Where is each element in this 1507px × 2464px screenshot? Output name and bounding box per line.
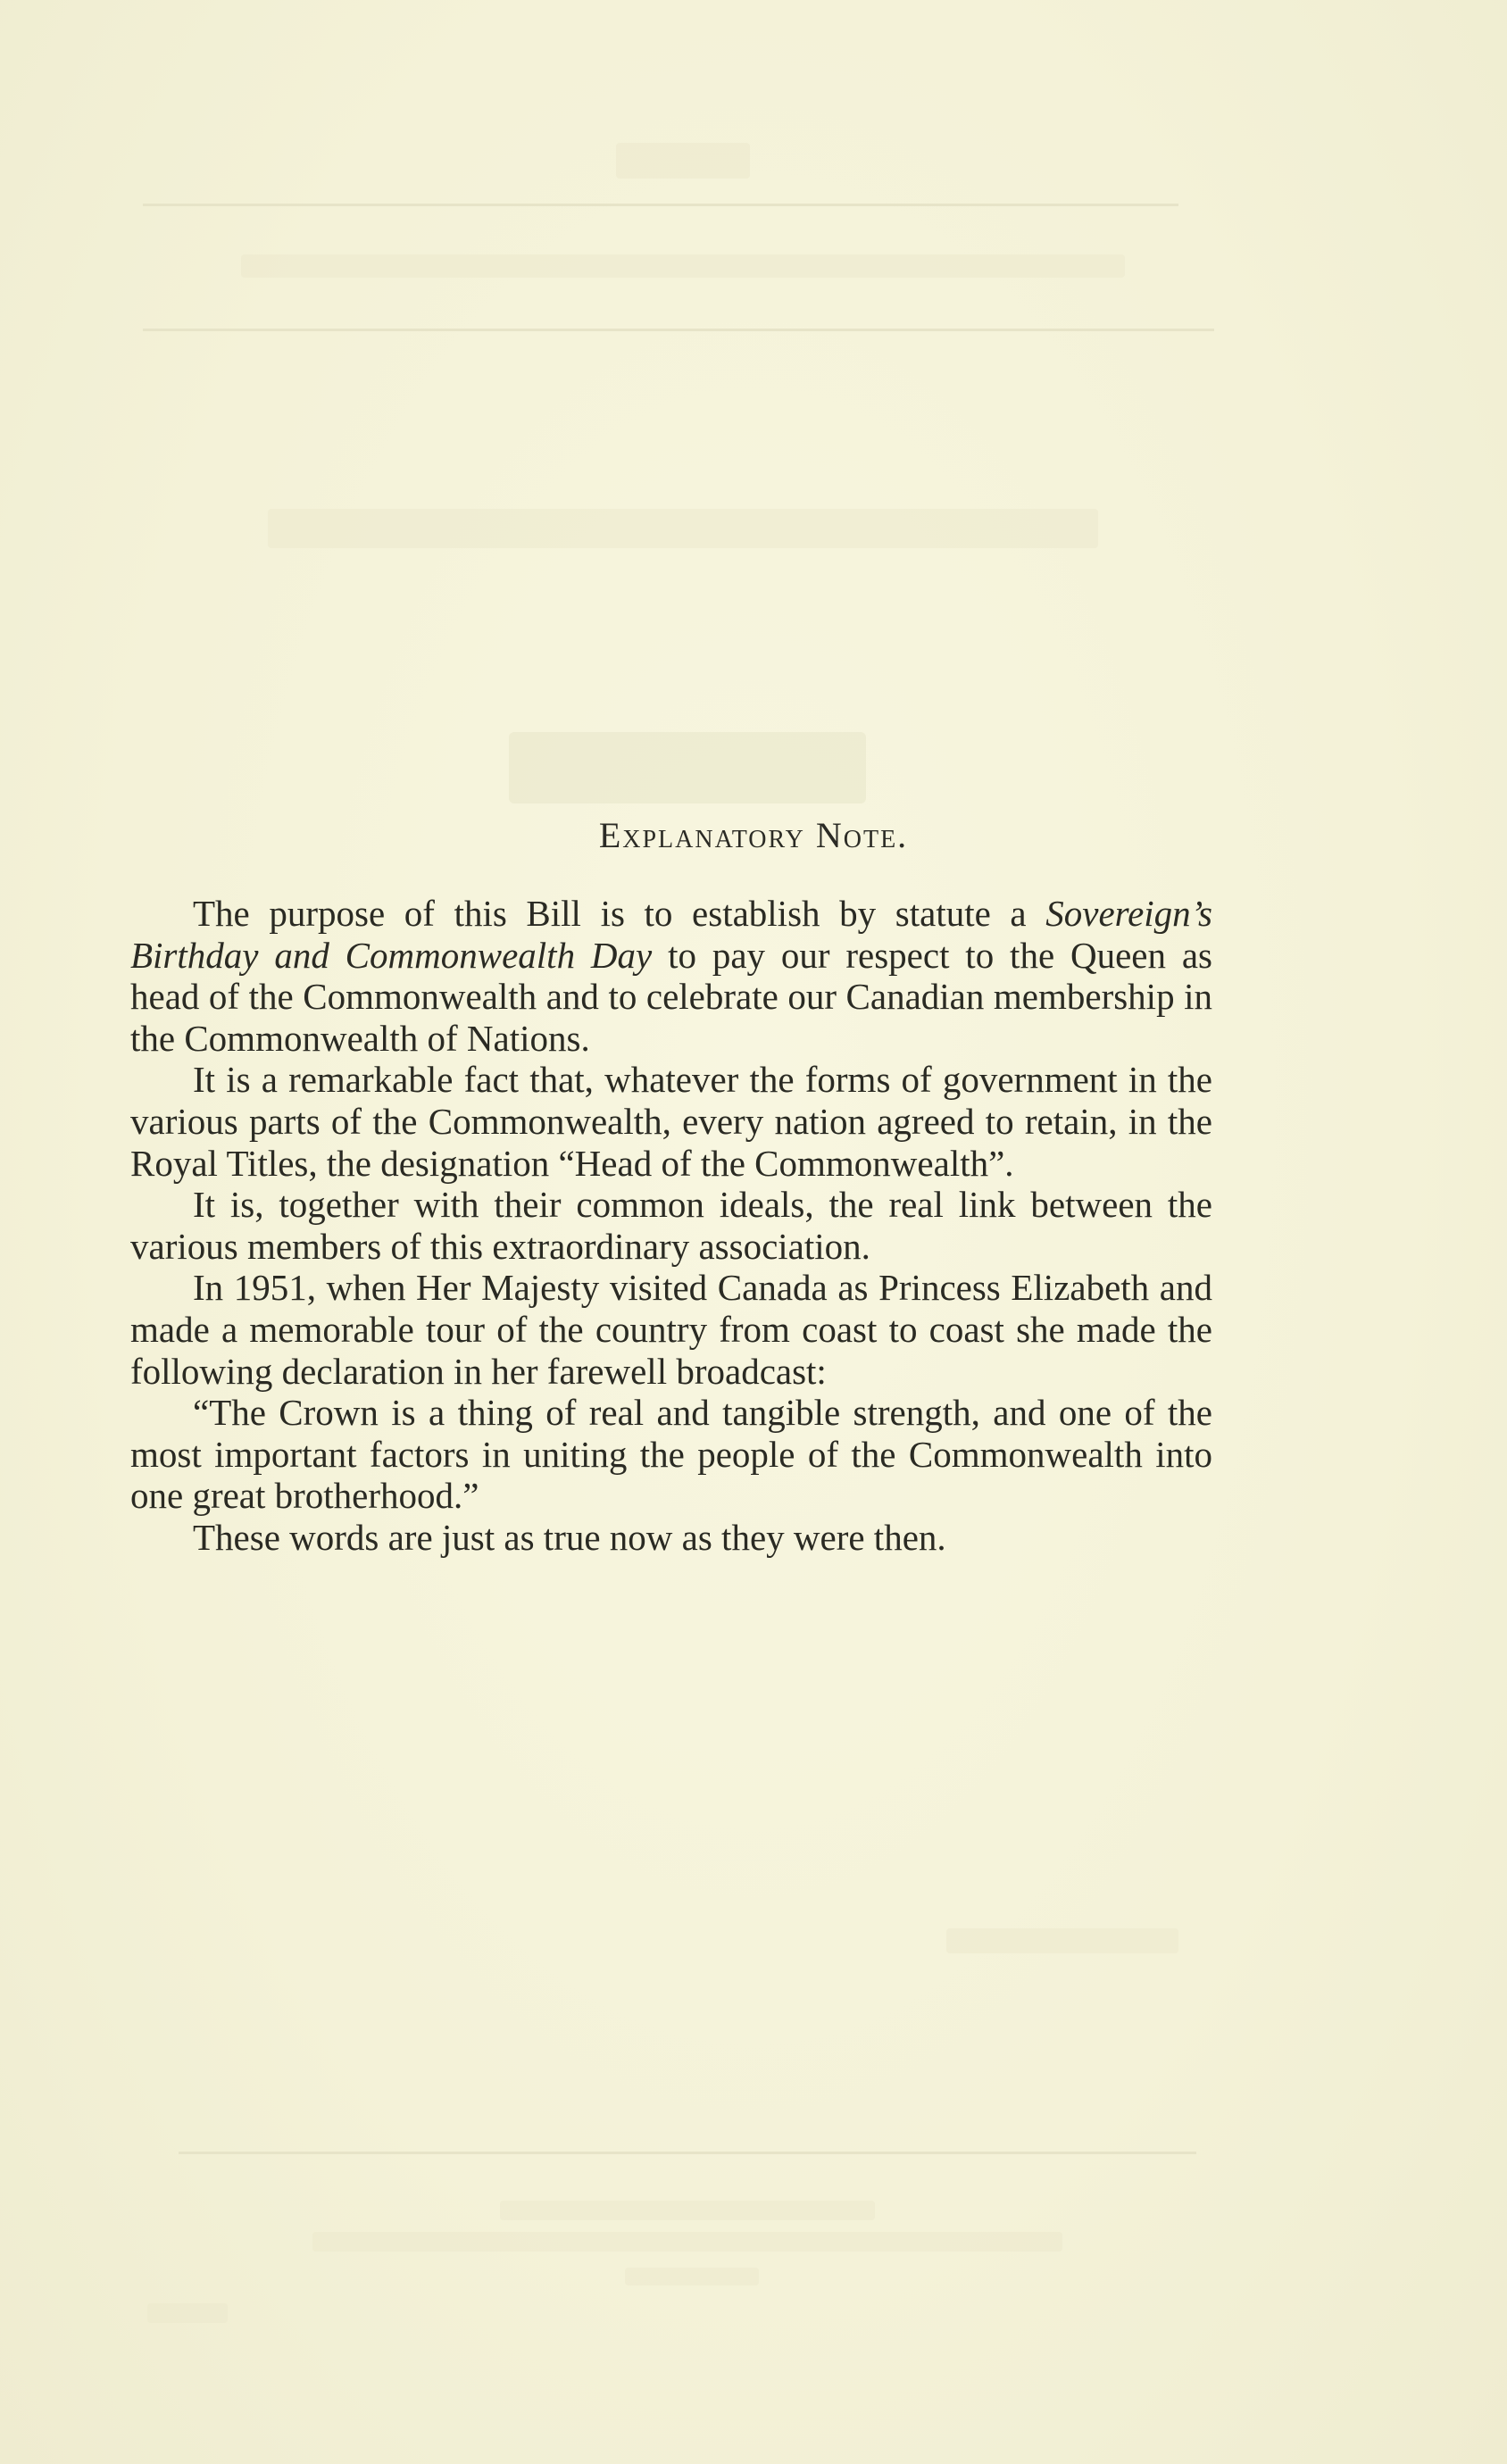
paragraph-text: to pay our respect to the Queen as head of the Commonwealth and to celebrate our Canadian membership in the Commonwealth of Nations.	[130, 934, 1212, 1059]
show-through-block	[147, 2303, 228, 2323]
show-through-block	[616, 143, 750, 179]
show-through-block	[312, 2232, 1062, 2252]
show-through-block	[509, 732, 866, 803]
bill-title-emphasis: Sovereign’s Birthday and Commonwealth Day	[130, 893, 1212, 976]
explanatory-note-body	[130, 893, 1212, 1559]
paragraph-1951-visit: In 1951, when Her Majesty visited Canada as Princess Elizabeth and made a memorable tour of the country from coast to coast she made the following declaration in her farewell broadcast:	[130, 1267, 1212, 1392]
show-through-rule	[143, 204, 1178, 206]
paragraph-closing: These words are just as true now as they were then.	[193, 1516, 946, 1558]
show-through-block	[500, 2201, 875, 2220]
paragraph-common-ideals: It is, together with their common ideals, the real link between the various members of this extraordinary association.	[130, 1184, 1212, 1267]
paragraph-text: The purpose of this Bill is to establish by statute a	[193, 893, 1046, 934]
show-through-block	[241, 254, 1125, 278]
show-through-block	[625, 2268, 759, 2285]
paragraph-quotation: “The Crown is a thing of real and tangible strength, and one of the most important factors in uniting the people of the Commonwealth into one great brotherhood.”	[130, 1392, 1212, 1517]
show-through-block	[268, 509, 1098, 548]
paragraph-purpose	[130, 893, 1212, 1059]
show-through-rule	[143, 329, 1214, 331]
paragraph-remarkable-fact: It is a remarkable fact that, whatever the forms of government in the various parts of the Commonwealth, every nation agreed to retain, in the Royal Titles, the designation “Head of the Commonwealth”.	[130, 1059, 1212, 1184]
show-through-rule	[179, 2152, 1196, 2154]
explanatory-note-heading: Explanatory Note.	[598, 815, 909, 855]
show-through-block	[946, 1928, 1178, 1953]
